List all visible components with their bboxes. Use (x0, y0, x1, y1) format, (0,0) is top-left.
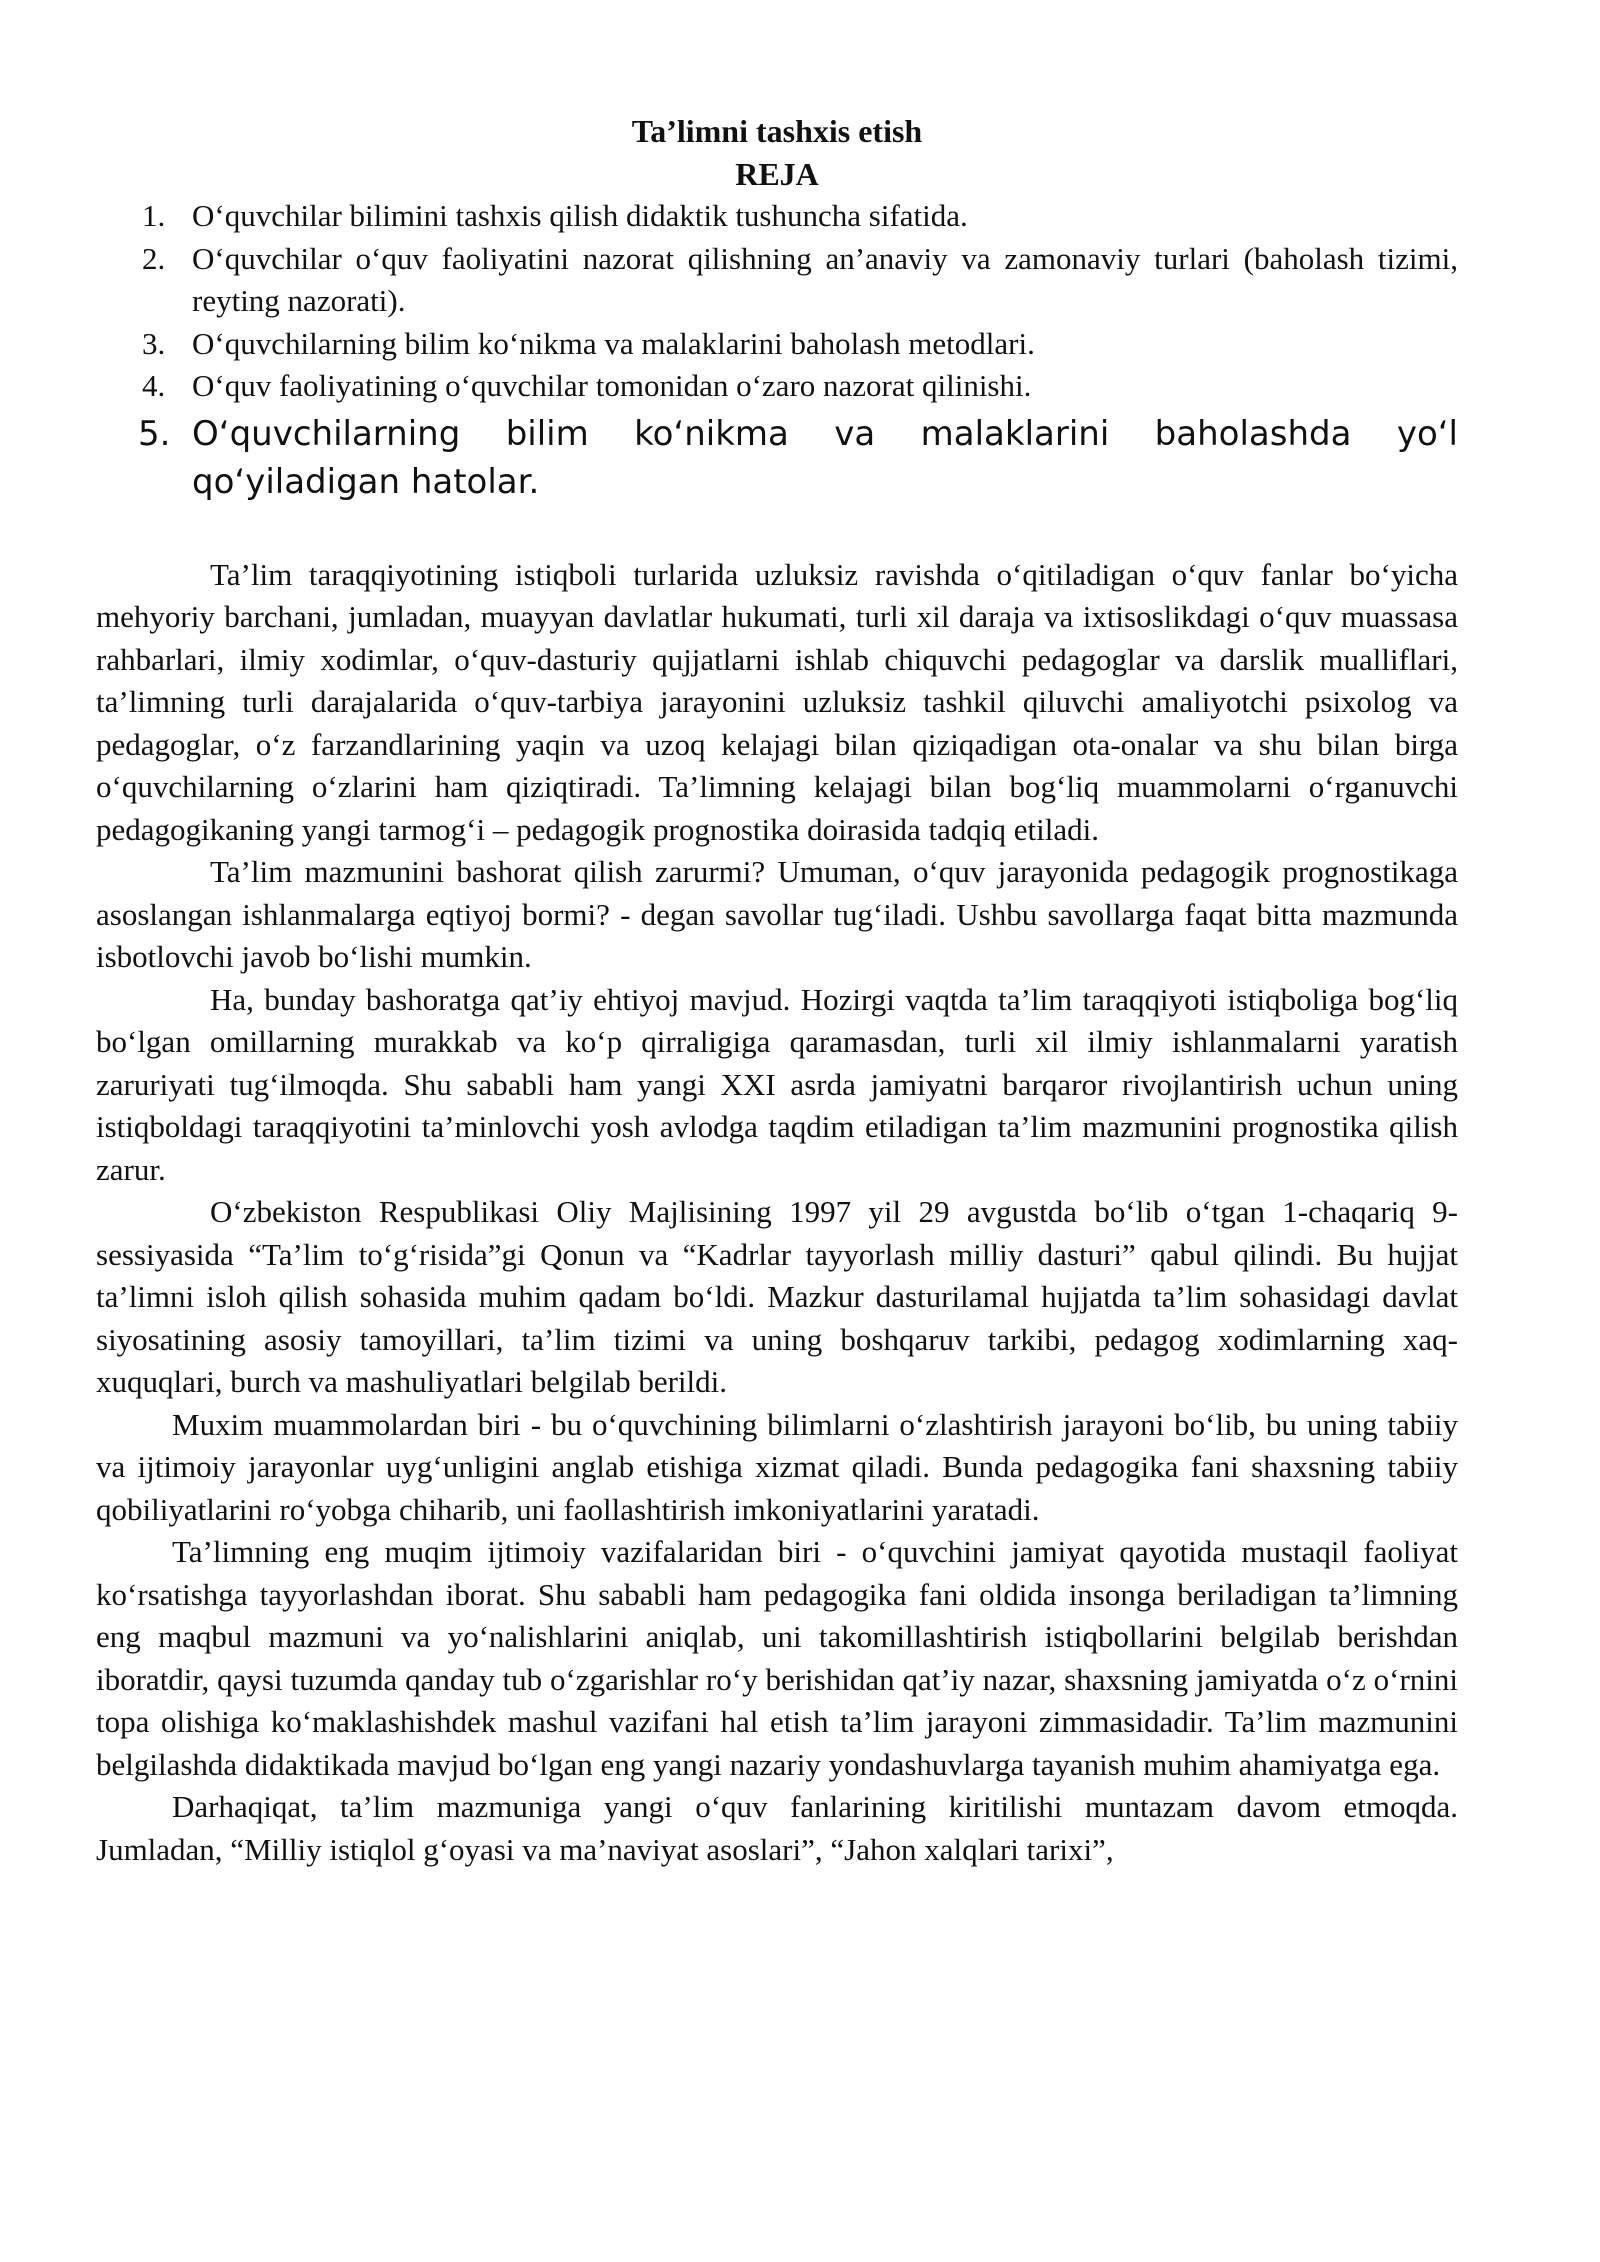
body-paragraph: Darhaqiqat, ta’lim mazmuniga yangi o‘quv fanlarining kiritilishi muntazam davom etmoqda. Jumladan, “Milliy istiqlol g‘oyasi va ma’naviyat asoslari”, “Jahon xalqlari tarixi”, (96, 1789, 1458, 1867)
plan-item-text: O‘quvchilar o‘quv faoliyatini nazorat qilishning an’anaviy va zamonaviy turlari (baholash tizimi, reyting nazorati). (192, 240, 1458, 318)
plan-list (96, 195, 1458, 506)
plan-item-number: 5. (138, 413, 171, 454)
plan-item (96, 365, 1458, 408)
section-spacer (96, 506, 1458, 554)
body-paragraph: Muxim muammolardan biri - bu o‘quvchining bilimlarni o‘zlashtirish jarayoni bo‘lib, bu uning tabiiy va ijtimoiy jarayonlar uyg‘unligini anglab etishiga xizmat qiladi. Bunda pedagogika fani shaxsning tabiiy qobiliyatlarini ro‘yobga chiharib, uni faollashtirish imkoniyatlarini yaratadi. (96, 1406, 1458, 1527)
document-title: Ta’limni tashxis etish (631, 113, 923, 149)
plan-item-number: 3. (142, 325, 166, 361)
body-paragraph: Ta’lim taraqqiyotining istiqboli turlarida uzluksiz ravishda o‘qitiladigan o‘quv fanlar bo‘yicha mehyoriy barchani, jumladan, muayyan davlatlar hukumati, turli xil daraja va ixtisoslikdagi o‘quv muassasa rahbarlari, ilmiy xodimlar, o‘quv-dasturiy qujjatlarni ishlab chiquvchi pedagoglar va darslik mualliflari, ta’limning turli darajalarida o‘quv-tarbiya jarayonini uzluksiz tashkil qiluvchi amaliyotchi psixolog va pedagoglar, o‘z farzandlarining yaqin va uzoq kelajagi bilan qiziqadigan ota-onalar va shu bilan birga o‘quvchilarning o‘zlarini ham qiziqtiradi. Ta’limning kelajagi bilan bog‘liq muammolarni o‘rganuvchi pedagogikaning yangi tarmog‘i – pedagogik prognostika doirasida tadqiq etiladi. (96, 556, 1458, 847)
plan-item (96, 410, 1458, 506)
body-paragraph: Ta’lim mazmunini bashorat qilish zarurmi? Umuman, o‘quv jarayonida pedagogik prognostikaga asoslangan ishlanmalarga eqtiyoj bormi? - degan savollar tug‘iladi. Ushbu savollarga faqat bitta mazmunda isbotlovchi javob bo‘lishi mumkin. (96, 854, 1458, 974)
body-paragraph: Ha, bunday bashoratga qat’iy ehtiyoj mavjud. Hozirgi vaqtda ta’lim taraqqiyoti istiqboliga bog‘liq bo‘lgan omillarning murakkab va ko‘p qirraligiga qaramasdan, turli xil ilmiy ishlanmalarni yaratish zaruriyati tug‘ilmoqda. Shu sababli ham yangi XXI asrda jamiyatni barqaror rivojlantirish uchun uning istiqboldagi taraqqiyotini ta’minlovchi yosh avlodga taqdim etiladigan ta’lim mazmunini prognostika qilish zarur. (96, 981, 1458, 1187)
plan-item-number: 1. (142, 198, 166, 233)
plan-item-text: O‘quvchilarning bilim ko‘nikma va malaklarini baholash metodlari. (192, 325, 1035, 361)
body-paragraph: O‘zbekiston Respublikasi Oliy Majlisining 1997 yil 29 avgustda bo‘lib o‘tgan 1-chaqariq 9-sessiyasida “Ta’lim to‘g‘risida”gi Qonun va “Kadrlar tayyorlash milliy dasturi” qabul qilindi. Bu hujjat ta’limni isloh qilish sohasida muhim qadam bo‘ldi. Mazkur dasturilamal hujjatda ta’lim sohasidagi davlat siyosatining asosiy tamoyillari, ta’lim tizimi va uning boshqaruv tarkibi, pedagog xodimlarning xaq-xuquqlari, burch va mashuliyatlari belgilab berildi. (96, 1194, 1458, 1399)
plan-item-number: 2. (142, 240, 166, 276)
plan-item (96, 195, 1458, 238)
document-page (96, 110, 1458, 1871)
body-paragraph: Ta’limning eng muqim ijtimoiy vazifalaridan biri - o‘quvchini jamiyat qayotida mustaqil faoliyat ko‘rsatishga tayyorlashdan iborat. Shu sababli ham pedagogika fani oldida insonga beriladigan ta’limning eng maqbul mazmuni va yo‘nalishlarini aniqlab, uni takomillashtirish istiqbollarini belgilab berishdan iboratdir, qaysi tuzumda qanday tub o‘zgarishlar ro‘y berishidan qat’iy nazar, shaxsning jamiyatda o‘z o‘rnini topa olishiga ko‘maklashishdek mashul vazifani hal etish ta’lim jarayoni zimmasidadir. Ta’lim mazmunini belgilashda didaktikada mavjud bo‘lgan eng yangi nazariy yondashuvlarga tayanish muhim ahamiyatga ega. (96, 1534, 1458, 1782)
plan-item (96, 238, 1458, 323)
plan-item-text: O‘quv faoliyatining o‘quvchilar tomonidan o‘zaro nazorat qilinishi. (192, 368, 1032, 403)
plan-item-text: O‘quvchilarning bilim ko‘nikma va malaklarini baholashda yo‘l qo‘yiladigan hatolar. (192, 413, 1458, 502)
plan-heading: REJA (735, 155, 819, 192)
plan-item (96, 323, 1458, 366)
plan-item-text: O‘quvchilar bilimini tashxis qilish didaktik tushuncha sifatida. (192, 198, 968, 233)
plan-item-number: 4. (142, 368, 166, 403)
